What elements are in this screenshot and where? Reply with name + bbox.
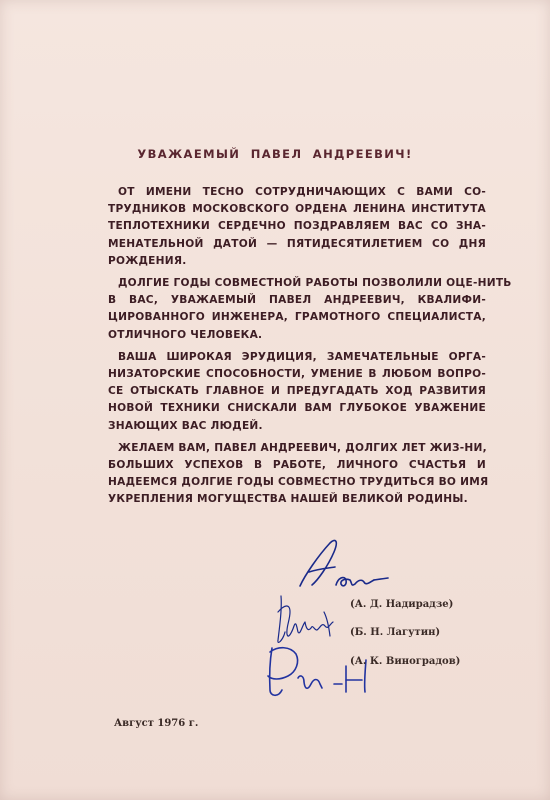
signatory-name: (А. Д. Надирадзе) (350, 599, 454, 610)
signature-nadiradze (300, 540, 388, 586)
body-line: ЦИРОВАННОГО ИНЖЕНЕРА, ГРАМОТНОГО СПЕЦИАЛИСТА, (108, 311, 486, 324)
letter-greeting: УВАЖАЕМЫЙ ПАВЕЛ АНДРЕЕВИЧ! (137, 147, 413, 161)
body-line: ЖЕЛАЕМ ВАМ, ПАВЕЛ АНДРЕЕВИЧ, ДОЛГИХ ЛЕТ ЖИЗ-НИ, (118, 441, 487, 454)
body-line: МЕНАТЕЛЬНОЙ ДАТОЙ — ПЯТИДЕСЯТИЛЕТИЕМ СО ДНЯ (108, 237, 486, 250)
signatory-name: (А. К. Виноградов) (350, 656, 461, 667)
body-line: ТЕПЛОТЕХНИКИ СЕРДЕЧНО ПОЗДРАВЛЯЕМ ВАС СО ЗНА- (108, 220, 486, 233)
body-line: СЕ ОТЫСКАТЬ ГЛАВНОЕ И ПРЕДУГАДАТЬ ХОД РАЗВИТИЯ (108, 385, 486, 398)
body-line: ДОЛГИЕ ГОДЫ СОВМЕСТНОЙ РАБОТЫ ПОЗВОЛИЛИ ОЦЕ-НИТЬ (118, 277, 512, 290)
body-line: БОЛЬШИХ УСПЕХОВ В РАБОТЕ, ЛИЧНОГО СЧАСТЬЯ И (108, 459, 486, 472)
body-line: УКРЕПЛЕНИЯ МОГУЩЕСТВА НАШЕЙ ВЕЛИКОЙ РОДИНЫ. (108, 493, 468, 506)
signature-vinogradov (268, 648, 366, 696)
body-line: НОВОЙ ТЕХНИКИ СНИСКАЛИ ВАМ ГЛУБОКОЕ УВАЖЕНИЕ (108, 402, 486, 415)
body-line: ОТ ИМЕНИ ТЕСНО СОТРУДНИЧАЮЩИХ С ВАМИ СО- (118, 186, 486, 198)
body-line: НИЗАТОРСКИЕ СПОСОБНОСТИ, УМЕНИЕ В ЛЮБОМ ВОПРО- (108, 368, 486, 381)
body-line: НАДЕЕМСЯ ДОЛГИЕ ГОДЫ СОВМЕСТНО ТРУДИТЬСЯ ВО ИМЯ (108, 476, 489, 489)
body-line: ЗНАЮЩИХ ВАС ЛЮДЕЙ. (108, 419, 263, 432)
signatory-name: (Б. Н. Лагутин) (350, 627, 441, 638)
body-line: В ВАС, УВАЖАЕМЫЙ ПАВЕЛ АНДРЕЕВИЧ, КВАЛИФИ- (108, 294, 486, 307)
signature-lagutin (278, 596, 333, 642)
letter-date: Август 1976 г. (114, 718, 199, 729)
body-line: ВАША ШИРОКАЯ ЭРУДИЦИЯ, ЗАМЕЧАТЕЛЬНЫЕ ОРГА- (118, 350, 486, 363)
body-line: ОТЛИЧНОГО ЧЕЛОВЕКА. (108, 328, 263, 341)
body-line: РОЖДЕНИЯ. (108, 254, 187, 267)
body-line: ТРУДНИКОВ МОСКОВСКОГО ОРДЕНА ЛЕНИНА ИНСТИТУТА (108, 203, 486, 216)
